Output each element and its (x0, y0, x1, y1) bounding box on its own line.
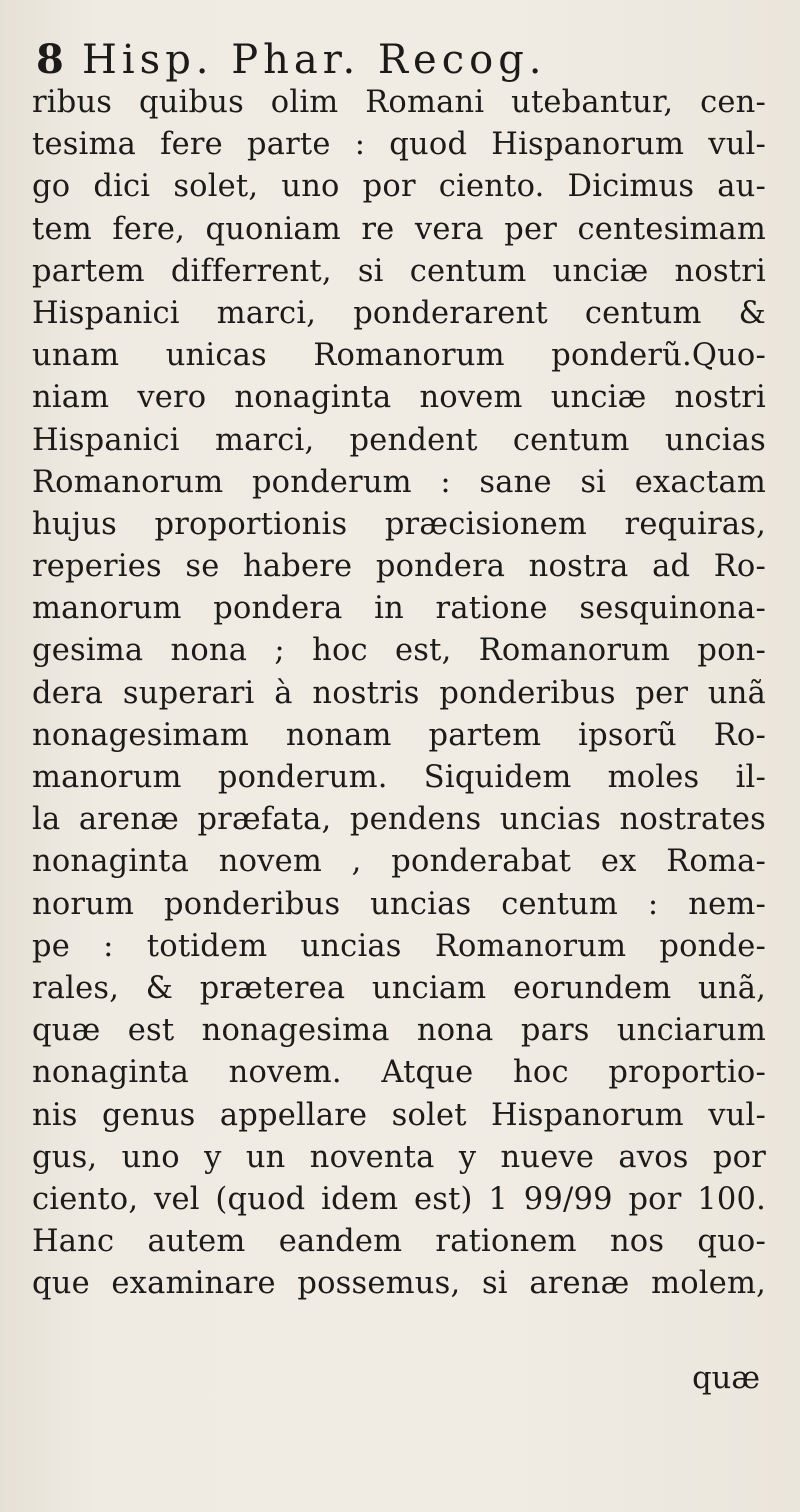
text-line: Hanc autem eandem rationem nos quo- (32, 1224, 766, 1260)
running-head (36, 30, 766, 90)
text-line: pe : totidem uncias Romanorum ponde- (32, 928, 766, 964)
text-line: gus, uno y un noventa y nueve avos por (32, 1139, 766, 1175)
text-line: ciento, vel (quod idem est) 1 99/99 por 100. (32, 1181, 766, 1217)
text-line: rales, & præterea unciam eorundem unã, (32, 970, 766, 1006)
text-line: nonagesimam nonam partem ipsorũ Ro- (32, 717, 766, 753)
text-line: hujus proportionis præcisionem requiras, (32, 506, 766, 542)
text-line: que examinare possemus, si arenæ molem, (32, 1266, 766, 1302)
page-number: 8 (36, 36, 64, 83)
text-line: niam vero nonaginta novem unciæ nostri (32, 380, 766, 416)
text-line: go dici solet, uno por ciento. Dicimus au- (32, 169, 766, 205)
text-line: partem differrent, si centum unciæ nostri (32, 253, 766, 289)
catchword: quæ (692, 1361, 760, 1396)
text-line: Romanorum ponderum : sane si exactam (32, 464, 766, 500)
text-line: dera superari à nostris ponderibus per unã (32, 675, 766, 711)
text-line: Hispanici marci, ponderarent centum & (32, 295, 766, 331)
text-line: quæ est nonagesima nona pars unciarum (32, 1013, 766, 1049)
text-line: manorum pondera in ratione sesquinona- (32, 591, 766, 627)
text-line: tem fere, quoniam re vera per centesimam (32, 211, 766, 247)
text-line: reperies se habere pondera nostra ad Ro- (32, 549, 766, 585)
text-line: gesima nona ; hoc est, Romanorum pon- (32, 633, 766, 669)
text-line: la arenæ præfata, pendens uncias nostrates (32, 802, 766, 838)
text-line: unam unicas Romanorum ponderũ.Quo- (32, 338, 766, 374)
running-title: Hisp. Phar. Recog. (82, 37, 547, 83)
text-line: norum ponderibus uncias centum : nem- (32, 886, 766, 922)
text-line: nis genus appellare solet Hispanorum vul- (32, 1097, 766, 1133)
text-line: nonaginta novem. Atque hoc proportio- (32, 1055, 766, 1091)
text-line: tesima fere parte : quod Hispanorum vul- (32, 127, 766, 163)
text-line: manorum ponderum. Siquidem moles il- (32, 760, 766, 795)
body-text (32, 82, 766, 1305)
text-line: Hispanici marci, pendent centum uncias (32, 422, 766, 458)
text-line: nonaginta novem , ponderabat ex Roma- (32, 844, 766, 880)
text-line: ribus quibus olim Romani utebantur, cen- (32, 85, 766, 120)
